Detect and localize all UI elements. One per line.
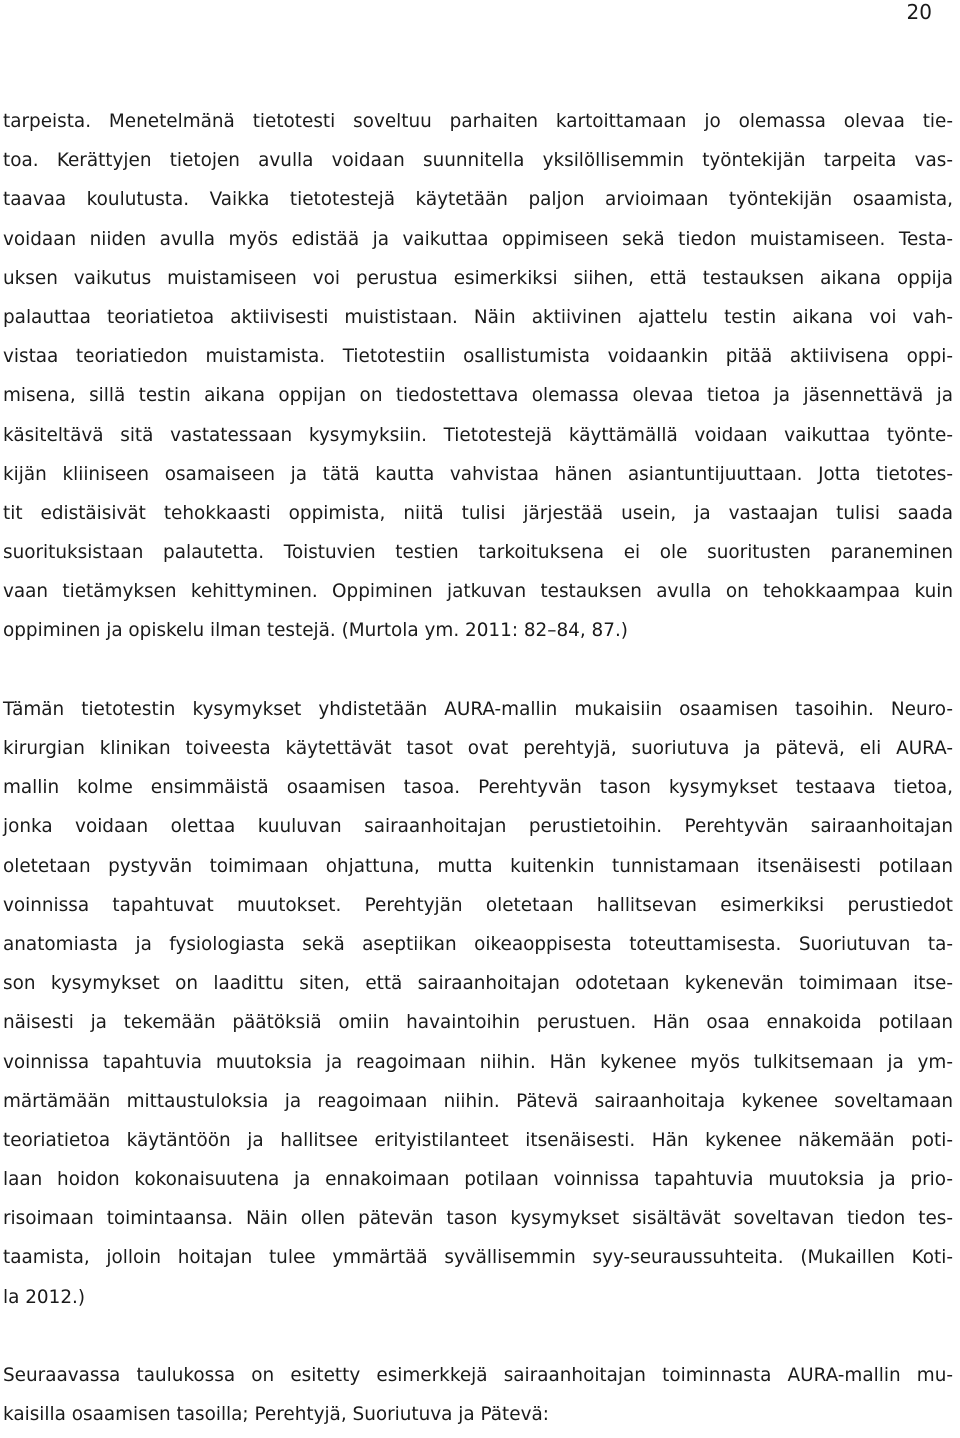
text-line: kirurgian klinikan toiveesta käytettävät tasot ovat perehtyjä, suoriutuva ja pätevä, eli AURA- bbox=[3, 738, 953, 759]
text-line: käsiteltävä sitä vastatessaan kysymyksiin. Tietotestejä käyttämällä voidaan vaikuttaa työnte- bbox=[3, 424, 953, 446]
text-line: teoriatietoa käytäntöön ja hallitsee erityistilanteet itsenäisesti. Hän kykenee näkemään poti- bbox=[3, 1129, 953, 1151]
text-line: taamista, jolloin hoitajan tulee ymmärtää syvällisemmin syy-seuraussuhteita. (Mukaillen Koti- bbox=[3, 1247, 953, 1269]
text-line: tarpeista. Menetelmänä tietotesti soveltuu parhaiten kartoittamaan jo olemassa olevaa tie- bbox=[3, 111, 953, 132]
text-line: Tämän tietotestin kysymykset yhdistetään AURA-mallin mukaisiin osaamisen tasoihin. Neuro- bbox=[3, 698, 953, 720]
text-line: uksen vaikutus muistamiseen voi perustua esimerkiksi siihen, että testauksen aikana oppija bbox=[3, 267, 953, 289]
text-line: son kysymykset on laadittu siten, että sairaanhoitajan odotetaan kykenevän toimimaan itse- bbox=[3, 973, 953, 995]
text-line: la 2012.) bbox=[3, 1286, 86, 1308]
text-line: voinnissa tapahtuvia muutoksia ja reagoimaan niihin. Hän kykenee myös tulkitsemaan ja ym- bbox=[3, 1051, 953, 1073]
text-line: vaan tietämyksen kehittyminen. Oppiminen jatkuvan testauksen avulla on tehokkaampaa kuin bbox=[3, 581, 953, 603]
paragraph bbox=[3, 690, 953, 1317]
text-line: kijän kliiniseen osamaiseen ja tätä kautta vahvistaa hänen asiantuntijuuttaan. Jotta tietotes- bbox=[3, 463, 953, 485]
text-line: näisesti ja tekemään päätöksiä omiin havaintoihin perustuen. Hän osaa ennakoida potilaan bbox=[3, 1012, 953, 1034]
document-body bbox=[3, 102, 953, 1434]
page-number: 20 bbox=[906, 0, 932, 24]
text-line: märtämään mittaustuloksia ja reagoimaan niihin. Pätevä sairaanhoitaja kykenee soveltamaan bbox=[3, 1090, 953, 1112]
text-line: tit edistäisivät tehokkaasti oppimista, niitä tulisi järjestää usein, ja vastaajan tulisi saada bbox=[3, 502, 953, 524]
text-line: oppiminen ja opiskelu ilman testejä. (Murtola ym. 2011: 82–84, 87.) bbox=[3, 620, 628, 642]
text-line: Seuraavassa taulukossa on esitetty esimerkkejä sairaanhoitajan toiminnasta AURA-mallin mu- bbox=[3, 1365, 953, 1386]
text-line: toa. Kerättyjen tietojen avulla voidaan suunnitella yksilöllisemmin työntekijän tarpeita vas- bbox=[3, 150, 953, 172]
paragraph-spacer bbox=[3, 651, 953, 690]
text-line: palauttaa teoriatietoa aktiivisesti muististaan. Näin aktiivinen ajattelu testin aikana voi vah- bbox=[3, 306, 953, 328]
text-line: misena, sillä testin aikana oppijan on tiedostettava olemassa olevaa tietoa ja jäsennettävä ja bbox=[3, 385, 953, 407]
text-line: vistaa teoriatiedon muistamista. Tietotestiin osallistumista voidaankin pitää aktiivisena oppi- bbox=[3, 346, 953, 368]
text-line: suorituksistaan palautetta. Toistuvien testien tarkoituksena ei ole suoritusten paraneminen bbox=[3, 542, 953, 564]
text-line: mallin kolme ensimmäistä osaamisen tasoa. Perehtyvän tason kysymykset testaava tietoa, bbox=[3, 777, 953, 799]
text-line: oletetaan pystyvän toimimaan ohjattuna, mutta kuitenkin tunnistamaan itsenäisesti potilaan bbox=[3, 855, 953, 877]
text-line: voidaan niiden avulla myös edistää ja vaikuttaa oppimiseen sekä tiedon muistamiseen. Testa- bbox=[3, 228, 953, 250]
paragraph-spacer bbox=[3, 1317, 953, 1356]
text-line: kaisilla osaamisen tasoilla; Perehtyjä, Suoriutuva ja Pätevä: bbox=[3, 1404, 549, 1426]
text-line: anatomiasta ja fysiologiasta sekä aseptiikan oikeaoppisesta toteuttamisesta. Suoriutuvan ta- bbox=[3, 933, 953, 955]
paragraph bbox=[3, 1356, 953, 1434]
text-line: jonka voidaan olettaa kuuluvan sairaanhoitajan perustietoihin. Perehtyvän sairaanhoitajan bbox=[3, 816, 953, 838]
text-line: taavaa koulutusta. Vaikka tietotestejä käytetään paljon arvioimaan työntekijän osaamista, bbox=[3, 189, 953, 211]
text-line: risoimaan toimintaansa. Näin ollen pätevän tason kysymykset sisältävät soveltavan tiedon tes- bbox=[3, 1208, 953, 1230]
paragraph bbox=[3, 102, 953, 651]
text-line: laan hoidon kokonaisuutena ja ennakoimaan potilaan voinnissa tapahtuvia muutoksia ja prio- bbox=[3, 1169, 953, 1191]
text-line: voinnissa tapahtuvat muutokset. Perehtyjän oletetaan hallitsevan esimerkiksi perustiedot bbox=[3, 894, 953, 916]
